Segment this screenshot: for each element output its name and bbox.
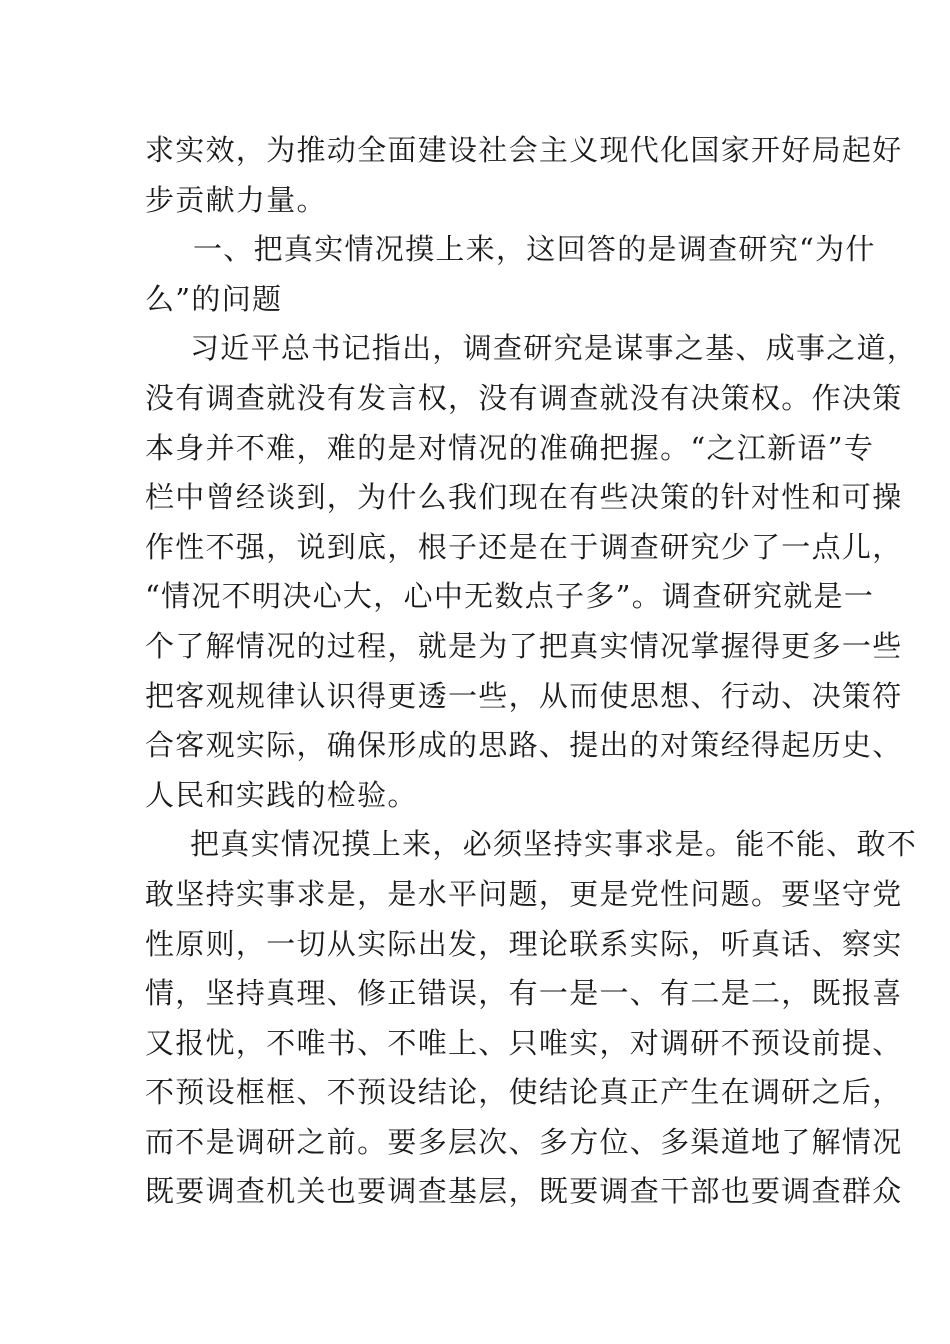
text-line: 性原则，一切从实际出发，理论联系实际，听真话、察实 — [145, 926, 903, 961]
text-line: 合客观实际，确保形成的思路、提出的对策经得起历史、 — [145, 728, 903, 763]
text-line: 作性不强，说到底，根子还是在于调查研究少了一点儿， — [145, 529, 903, 564]
text-line: 既要调查机关也要调查基层，既要调查干部也要调查群众 — [145, 1174, 903, 1209]
text-line: 把客观规律认识得更透一些，从而使思想、行动、决策符 — [145, 678, 903, 713]
text-line: 不预设框框、不预设结论，使结论真正产生在调研之后， — [145, 1075, 903, 1110]
text-line: 而不是调研之前。要多层次、多方位、多渠道地了解情况 — [145, 1124, 903, 1159]
heading-line: 么”的问题 — [145, 281, 283, 316]
document-body — [145, 126, 918, 1217]
text-line: “情况不明决心大，心中无数点子多”。调查研究就是一 — [145, 579, 875, 614]
text-line: 本身并不难，难的是对情况的准确把握。“之江新语”专 — [145, 430, 875, 465]
text-line: 求实效，为推动全面建设社会主义现代化国家开好局起好 — [145, 133, 903, 167]
text-line: 没有调查就没有发言权，没有调查就没有决策权。作决策 — [145, 380, 903, 415]
text-line: 人民和实践的检验。 — [145, 777, 418, 812]
text-line: 个了解情况的过程，就是为了把真实情况掌握得更多一些 — [145, 628, 903, 663]
paragraph-1 — [145, 126, 903, 225]
text-line: 把真实情况摸上来，必须坚持实事求是。能不能、敢不 — [190, 827, 918, 862]
text-line: 步贡献力量。 — [145, 182, 327, 217]
text-line: 又报忧，不唯书、不唯上、只唯实，对调研不预设前提、 — [145, 1025, 903, 1060]
paragraph-2 — [145, 324, 918, 820]
section-heading — [145, 225, 876, 324]
paragraph-3 — [145, 820, 918, 1217]
text-line: 情，坚持真理、修正错误，有一是一、有二是二，既报喜 — [145, 976, 903, 1011]
text-line: 习近平总书记指出，调查研究是谋事之基、成事之道， — [190, 331, 918, 366]
text-line: 敢坚持实事求是，是水平问题，更是党性问题。要坚守党 — [145, 876, 903, 911]
text-line: 栏中曾经谈到，为什么我们现在有些决策的针对性和可操 — [145, 480, 903, 515]
heading-line: 一、把真实情况摸上来，这回答的是调查研究“为什 — [193, 232, 876, 267]
